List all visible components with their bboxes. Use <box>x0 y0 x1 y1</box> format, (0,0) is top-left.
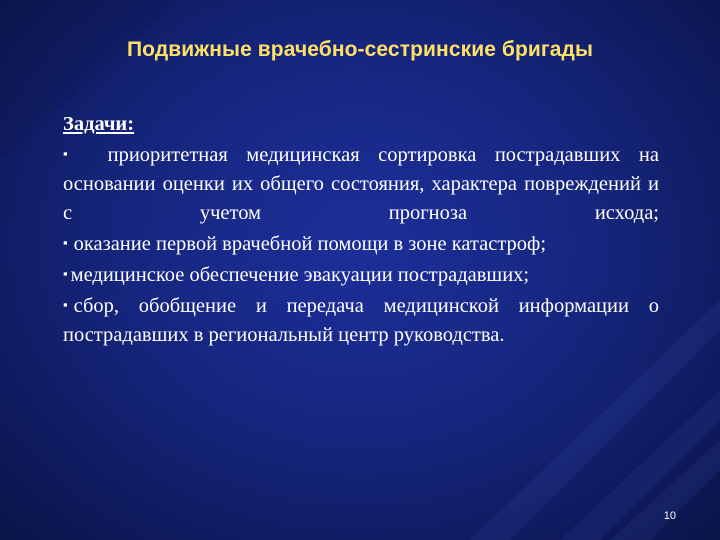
list-item-text: медицинское обеспечение эвакуации пострадавших; <box>70 264 530 286</box>
list-item <box>63 259 659 290</box>
square-bullet-icon: ▪ <box>63 297 68 312</box>
list-item <box>63 139 659 228</box>
list-item-text: оказание первой врачебной помощи в зоне катастроф; <box>73 233 547 255</box>
square-bullet-icon: ▪ <box>63 266 68 281</box>
list-item <box>63 228 659 259</box>
tasks-heading: Задачи: <box>63 113 135 135</box>
slide-content <box>63 110 659 350</box>
square-bullet-icon: ▪ <box>63 146 68 161</box>
slide-title: Подвижные врачебно-сестринские бригады <box>126 38 594 61</box>
list-item-text: приоритетная медицинская сортировка пострадавших на основании оценки их общего состояния, характера повреждений и с учетом прогноза исхода; <box>63 144 659 224</box>
square-bullet-icon: ▪ <box>63 235 68 250</box>
list-item-text: сбор, обобщение и передача медицинской информации о пострадавших в региональный центр руководства. <box>63 295 659 346</box>
list-item <box>63 290 659 350</box>
page-number: 10 <box>663 510 676 522</box>
